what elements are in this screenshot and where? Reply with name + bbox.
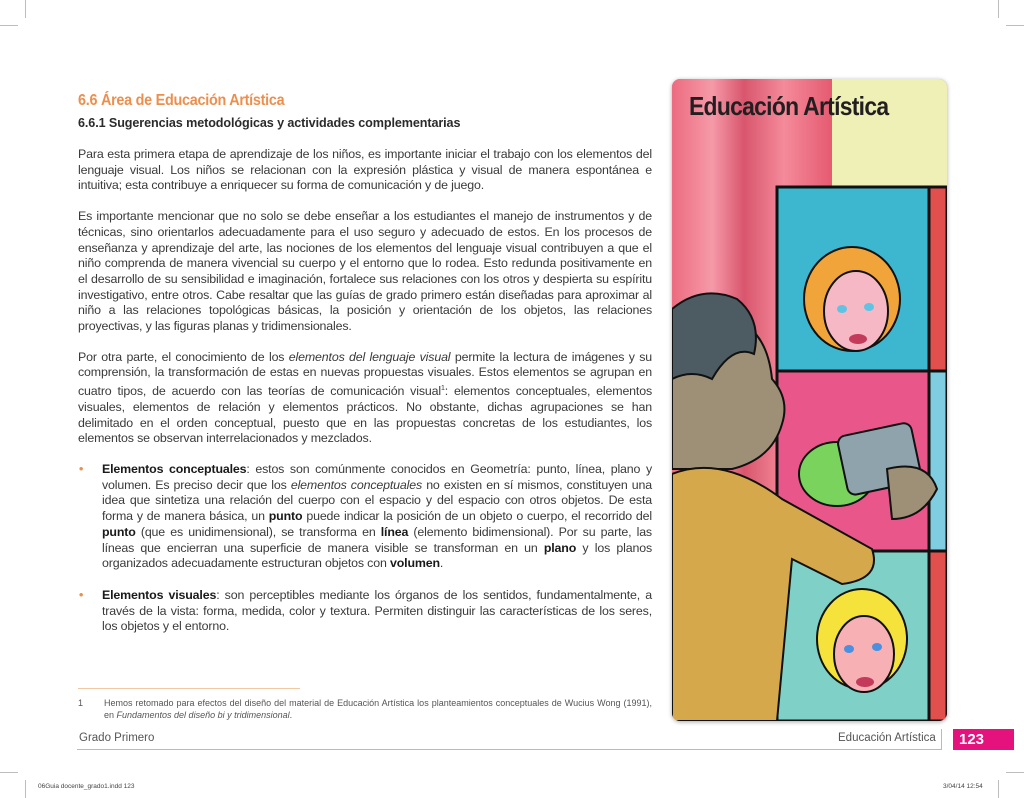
slug-datetime: 3/04/14 12:54 (943, 783, 983, 790)
crop-mark (1006, 772, 1024, 773)
paragraph-2: Es importante mencionar que no solo se debe enseñar a los estudiantes el manejo de instrumentos y de técnicas, sino orientarlos adecuadamente para el uso seguro y adecuado de estos. En los procesos de enseñanza y aprendizaje del arte, las nociones de los elementos del lenguaje visual contribuyen a que el niño comprenda de manera vivencial su cuerpo y el entorno que lo rodea. Esto redunda positivamente en el desarrollo de su sensibilidad e imaginación, fortalece sus relaciones con los otros y despierta su espíritu investigativo, entre otros. Cabe resaltar que las guías de grado primero están diseñadas para aproximar al niño a las relaciones topológicas básicas, la posición y orientación de los objetos, las relaciones proyectivas, y las figuras planas y tridimensionales. (78, 209, 652, 334)
section-title: 6.6 Área de Educación Artística (78, 92, 285, 109)
crop-mark (0, 772, 18, 773)
paragraph-3: Por otra parte, el conocimiento de los elementos del lenguaje visual permite la lectura de imágenes y su comprensión, la transformación de estas en nuevas propuestas visuales. Estos elementos se agrupan en cuatro tipos, de acuerdo con las teorías de comunicación visual$^1$: elementos conceptuales, elementos visuales, elementos de relación y elementos prácticos. No obstante, dichas agrupaciones se han delimitado en el orden conceptual, puesto que en las propuestas concretas de los estudiantes, los elementos se observan interrelacionados y mezclados. (78, 349, 653, 446)
list-item: • Elementos conceptuales: estos son comúnmente conocidos en Geometría: punto, línea, plano y volumen. Es preciso decir que los elementos conceptuales no existen en sí mismos, constituyen una idea que sintetiza una relación del cuerpo con el espacio y del espacio con otros objetos. De esta forma y de manera básica, un punto puede indicar la posición de un objeto o cuerpo, el recorrido del punto (que es unidimensional), se transforma en línea (elemento bidimensional). Por su parte, las líneas que encierran una superficie de manera visible se transforman en un plano y los planos organizados adecuadamente estructuran objetos con volumen. (79, 462, 652, 571)
page-number: 123 (953, 729, 1014, 750)
bullet-icon: • (79, 462, 84, 477)
footer-grade: Grado Primero (79, 732, 155, 744)
illustration-educacion-artistica (672, 79, 947, 721)
list-item: • Elementos visuales: son perceptibles mediante los órganos de los sentidos, fundamentalmente, a través de la vista: forma, medida, color y textura. Permiten distinguir las características de los seres, los objetos y el entorno. (79, 588, 652, 634)
crop-mark (25, 780, 26, 798)
crop-mark (998, 780, 999, 798)
bullet-icon: • (79, 588, 84, 602)
cartoon-illustration-icon (672, 79, 947, 721)
footer-subject: Educación Artística (838, 732, 936, 744)
crop-mark (25, 0, 26, 18)
section-subtitle: 6.6.1 Sugerencias metodológicas y actividades complementarias (78, 116, 461, 130)
footnote-rule (78, 688, 300, 689)
illustration-title: Educación Artística (689, 91, 889, 121)
footer-rule (77, 749, 942, 750)
footnote-text: Hemos retomado para efectos del diseño del material de Educación Artística los planteamientos conceptuales de Wucius Wong (1991), en Fundamentos del diseño bi y tridimensional. (104, 698, 652, 720)
paragraph-1: Para esta primera etapa de aprendizaje de los niños, es importante iniciar el trabajo con los elementos del lenguaje visual. Los niños se relacionan con la expresión plástica y visual de manera espontánea e intuitiva; esta contribuye a enriquecer su forma de comunicación y de juego. (78, 147, 652, 193)
footnote-number: 1 (78, 698, 84, 708)
footnote (78, 698, 652, 721)
crop-mark (1006, 25, 1024, 26)
footer-divider (941, 729, 942, 750)
bullet-list (78, 462, 652, 635)
slug-filename: 06Guia docente_grado1.indd 123 (38, 783, 135, 790)
main-content (78, 92, 652, 651)
crop-mark (998, 0, 999, 18)
footnote-ref[interactable]: 1 (440, 385, 445, 393)
crop-mark (0, 25, 18, 26)
